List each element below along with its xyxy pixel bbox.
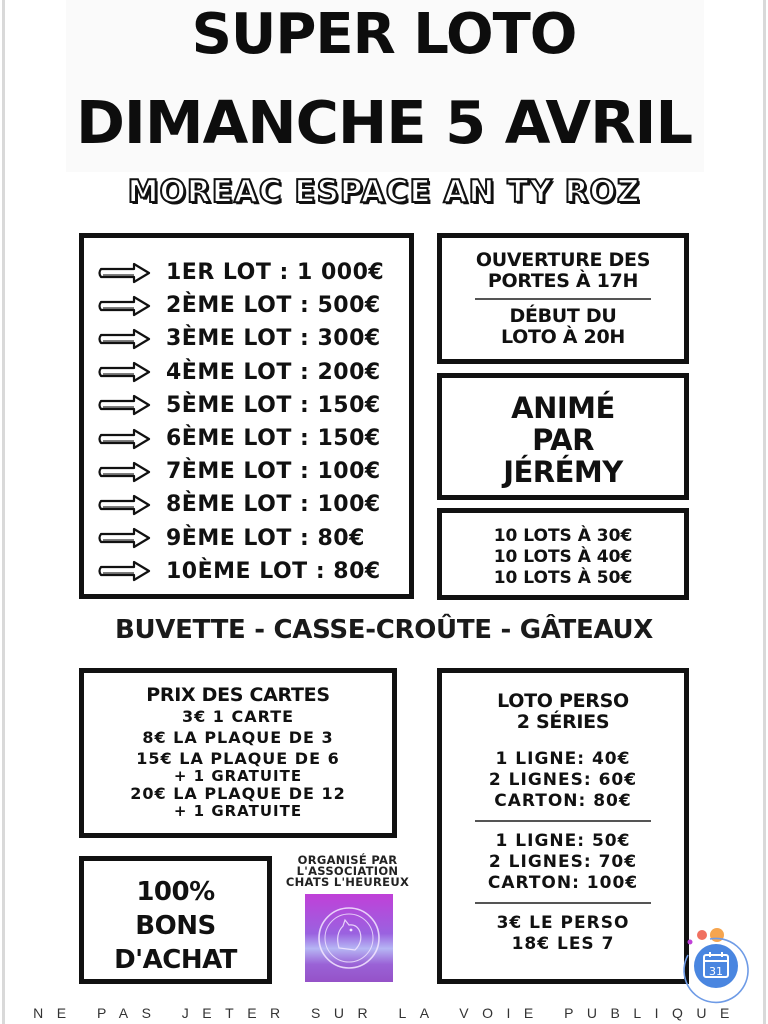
card-prices-heading: PRIX DES CARTES (146, 684, 330, 706)
series1-row: 1 LIGNE: 40€ (495, 749, 631, 769)
calendar-button[interactable] (680, 925, 760, 1005)
hours-box (437, 233, 689, 364)
prize-label: 1ER LOT : 1 000€ (166, 260, 385, 286)
prize-row (84, 289, 409, 322)
arrow-right-icon (98, 494, 152, 516)
prize-row (84, 422, 409, 455)
vouchers-line1: 100% (136, 877, 215, 907)
prize-label: 7ÈME LOT : 100€ (166, 459, 381, 485)
card-prices-box (79, 668, 397, 838)
calendar-icon (680, 925, 760, 1005)
prize-row (84, 522, 409, 555)
prize-label: 4ÈME LOT : 200€ (166, 359, 381, 385)
arrow-right-icon (98, 328, 152, 350)
prize-label: 6ÈME LOT : 150€ (166, 426, 381, 452)
loto-perso-box (437, 668, 689, 984)
card-price-text: 20€ LA PLAQUE DE 12 (130, 784, 346, 803)
prizes-box (79, 233, 414, 599)
divider (475, 902, 651, 904)
prize-row (84, 322, 409, 355)
card-price-item (84, 784, 392, 818)
card-price-item (84, 707, 392, 727)
prize-row (84, 488, 409, 521)
prize-label: 2ÈME LOT : 500€ (166, 293, 381, 319)
start-time-line2: LOTO À 20H (501, 326, 625, 348)
prize-label: 9ÈME LOT : 80€ (166, 525, 365, 551)
arrow-right-icon (98, 361, 152, 383)
series2-row: CARTON: 100€ (487, 873, 639, 893)
series2-row: 1 LIGNE: 50€ (495, 831, 631, 851)
arrow-right-icon (98, 527, 152, 549)
prize-label: 8ÈME LOT : 100€ (166, 492, 381, 518)
divider (475, 298, 651, 300)
organizer-line1: ORGANISÉ PAR (297, 853, 398, 867)
prize-label: 3ÈME LOT : 300€ (166, 326, 381, 352)
doors-open-line1: OUVERTURE DES (475, 249, 651, 271)
host-line2: PAR (532, 423, 594, 457)
series1-row: 2 LIGNES: 60€ (488, 770, 638, 790)
card-price-item (84, 749, 392, 783)
venue: MOREAC ESPACE AN TY ROZ (127, 174, 641, 210)
series2-row: 2 LIGNES: 70€ (488, 852, 638, 872)
series1-row: CARTON: 80€ (494, 791, 632, 811)
card-price-item (84, 728, 392, 748)
footer-notice: NE PAS JETER SUR LA VOIE PUBLIQUE (33, 1005, 743, 1021)
prize-label: 10ÈME LOT : 80€ (166, 558, 381, 584)
event-date: DIMANCHE 5 AVRIL (75, 88, 693, 157)
card-price-text: 15€ LA PLAQUE DE 6 (136, 749, 340, 768)
association-logo (305, 894, 393, 982)
extra-lots-box (437, 508, 689, 600)
vouchers-line3: D'ACHAT (114, 945, 237, 975)
arrow-right-icon (98, 295, 152, 317)
divider (475, 820, 651, 822)
host-box (437, 373, 689, 500)
poster-title: SUPER LOTO (191, 2, 577, 67)
organizer-line3: CHATS L'HEUREUX (285, 875, 410, 889)
organizer-line2: L'ASSOCIATION (296, 864, 399, 878)
prize-row (84, 256, 409, 289)
prize-row (84, 389, 409, 422)
prize-row (84, 356, 409, 389)
refreshments-line: BUVETTE - CASSE-CROÛTE - GÂTEAUX (114, 615, 654, 645)
arrow-right-icon (98, 461, 152, 483)
card-price-bonus: + 1 GRATUITE (173, 767, 303, 785)
loto-perso-heading: LOTO PERSO (497, 690, 629, 712)
card-price-bonus: + 1 GRATUITE (173, 802, 303, 820)
arrow-right-icon (98, 560, 152, 582)
extra-lot-line: 10 LOTS À 30€ (493, 526, 633, 546)
host-name: JÉRÉMY (503, 455, 623, 489)
perso-price-row: 18€ LES 7 (511, 934, 615, 954)
doors-open-line2: PORTES À 17H (487, 270, 639, 292)
card-price-text: 8€ LA PLAQUE DE 3 (142, 728, 334, 747)
start-time-line1: DÉBUT DU (509, 305, 617, 327)
host-line1: ANIMÉ (511, 391, 615, 425)
perso-price-row: 3€ LE PERSO (496, 913, 630, 933)
arrow-right-icon (98, 262, 152, 284)
organizer-text (280, 855, 415, 888)
extra-lot-line: 10 LOTS À 40€ (493, 547, 633, 567)
cat-logo-icon (305, 894, 393, 982)
prize-row (84, 455, 409, 488)
vouchers-line2: BONS (135, 911, 216, 941)
vouchers-box (79, 856, 272, 984)
arrow-right-icon (98, 428, 152, 450)
arrow-right-icon (98, 394, 152, 416)
card-price-text: 3€ 1 CARTE (181, 707, 295, 726)
loto-perso-subheading: 2 SÉRIES (516, 711, 610, 733)
prize-row (84, 555, 409, 588)
calendar-day: 31 (709, 965, 723, 978)
prize-label: 5ÈME LOT : 150€ (166, 392, 381, 418)
extra-lot-line: 10 LOTS À 50€ (493, 568, 633, 588)
